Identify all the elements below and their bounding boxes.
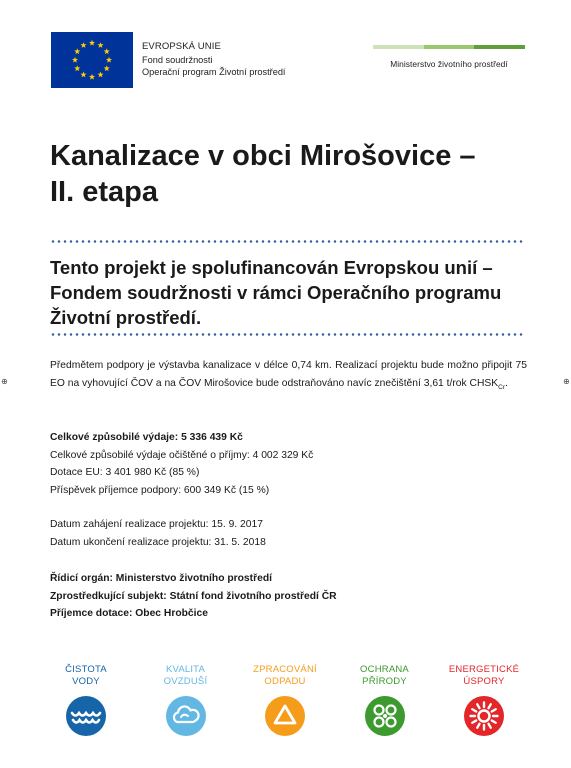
finance-total-label: Celkové způsobilé výdaje:: [50, 432, 179, 443]
eu-star-icon: [97, 42, 103, 48]
registration-mark-right: ⊕: [563, 377, 570, 386]
icon-label-waste: [253, 664, 317, 688]
finance-total-value: 5 336 439 Kč: [181, 432, 243, 443]
ministry-bar-dark: [474, 45, 525, 49]
ministry-label: Ministerstvo životního prostředí: [390, 59, 508, 69]
dotted-divider-bottom: [50, 333, 525, 336]
subtitle-line-1: Tento projekt je spolufinancován Evropskou unií –: [50, 257, 493, 278]
icon-label-energy-line2: ÚSPORY: [463, 675, 505, 687]
ministry-color-bars: [373, 45, 525, 49]
eu-star-icon: [104, 65, 110, 71]
eu-star-icon: [74, 48, 80, 54]
eu-star-icon: [89, 40, 95, 46]
eu-flag-icon: [51, 32, 133, 88]
eu-text: [142, 41, 286, 79]
icon-label-nature-line2: PŘÍRODY: [362, 675, 407, 687]
eu-star-icon: [80, 72, 86, 78]
project-description: [50, 357, 527, 396]
dotted-divider-top: [50, 240, 525, 243]
dates-section: [50, 516, 527, 551]
nature-icon: [365, 696, 405, 736]
description-suffix: .: [505, 377, 508, 389]
eu-star-icon: [106, 57, 112, 63]
title-line-2: II. etapa: [50, 176, 158, 208]
icon-label-waste-line2: ODPADU: [264, 675, 306, 687]
eu-star-icon: [104, 48, 110, 54]
organizations-section: [50, 570, 527, 623]
description-text: Předmětem podpory je výstavba kanalizace v délce 0,74 km. Realizací projektu bude možno připojit 75 EO na vyhovující ČOV a na ČOV Mirošovice bude odstraňováno navíc znečištění 3,61 t/rok CHSK: [50, 360, 527, 389]
eu-name: EVROPSKÁ UNIE: [142, 41, 221, 53]
ministry-logo: [373, 45, 525, 69]
icon-label-nature: [360, 664, 409, 688]
subtitle-line-3: Životní prostředí.: [50, 307, 202, 328]
title-line-1: Kanalizace v obci Mirošovice –: [50, 140, 476, 172]
icon-item-nature: [339, 664, 431, 736]
date-start: Datum zahájení realizace projektu: 15. 9. 2017: [50, 519, 263, 530]
managing-authority: Řídicí orgán: Ministerstvo životního prostředí: [50, 573, 272, 584]
icon-item-energy: [438, 664, 530, 736]
eu-star-icon: [89, 74, 95, 80]
icon-label-water: [65, 664, 107, 688]
eu-logo-block: [51, 32, 286, 88]
eu-star-icon: [74, 65, 80, 71]
waste-triangle-icon: [265, 696, 305, 736]
eu-fund: Fond soudržnosti: [142, 54, 213, 65]
icon-label-energy: [449, 664, 519, 688]
icon-label-water-line2: VODY: [72, 675, 100, 687]
subtitle-line-2: Fondem soudržnosti v rámci Operačního programu: [50, 282, 502, 303]
finance-total: [50, 429, 527, 447]
icon-label-air: [164, 664, 208, 688]
registration-mark-left: ⊕: [1, 377, 8, 386]
intermediary-body: Zprostředkující subjekt: Státní fond životního prostředí ČR: [50, 590, 337, 602]
icon-label-nature-line1: OCHRANA: [360, 664, 409, 675]
water-icon: [66, 696, 106, 736]
ministry-bar-medium: [424, 45, 475, 49]
subtitle: [50, 255, 530, 330]
icon-item-air: [140, 664, 232, 736]
finance-contribution: Příspěvek příjemce podpory: 600 349 Kč (15 %): [50, 484, 270, 496]
grant-recipient: Příjemce dotace: Obec Hrobčice: [50, 608, 208, 619]
thematic-icons: [40, 664, 530, 736]
page-title: [50, 138, 530, 210]
ministry-bar-light: [373, 45, 424, 49]
icon-item-waste: [239, 664, 331, 736]
cloud-icon: [166, 696, 206, 736]
icon-item-water: [40, 664, 132, 736]
icon-label-energy-line1: ENERGETICKÉ: [448, 664, 520, 675]
icon-label-water-line1: ČISTOTA: [65, 664, 107, 675]
finance-eu-grant: Dotace EU: 3 401 980 Kč (85 %): [50, 467, 200, 478]
eu-star-icon: [72, 57, 78, 63]
icon-label-air-line2: OVZDUŠÍ: [163, 675, 208, 687]
eu-programme: Operační program Životní prostředí: [142, 67, 286, 78]
description-subscript: Cr: [498, 383, 505, 391]
icon-label-waste-line1: ZPRACOVÁNÍ: [253, 664, 317, 675]
energy-sun-icon: [464, 696, 504, 736]
eu-star-icon: [80, 42, 86, 48]
finance-section: [50, 429, 527, 499]
eu-star-icon: [97, 72, 103, 78]
date-end: Datum ukončení realizace projektu: 31. 5. 2018: [50, 536, 266, 548]
finance-net: Celkové způsobilé výdaje očištěné o příjmy: 4 002 329 Kč: [50, 449, 314, 461]
icon-label-air-line1: KVALITA: [165, 664, 206, 675]
